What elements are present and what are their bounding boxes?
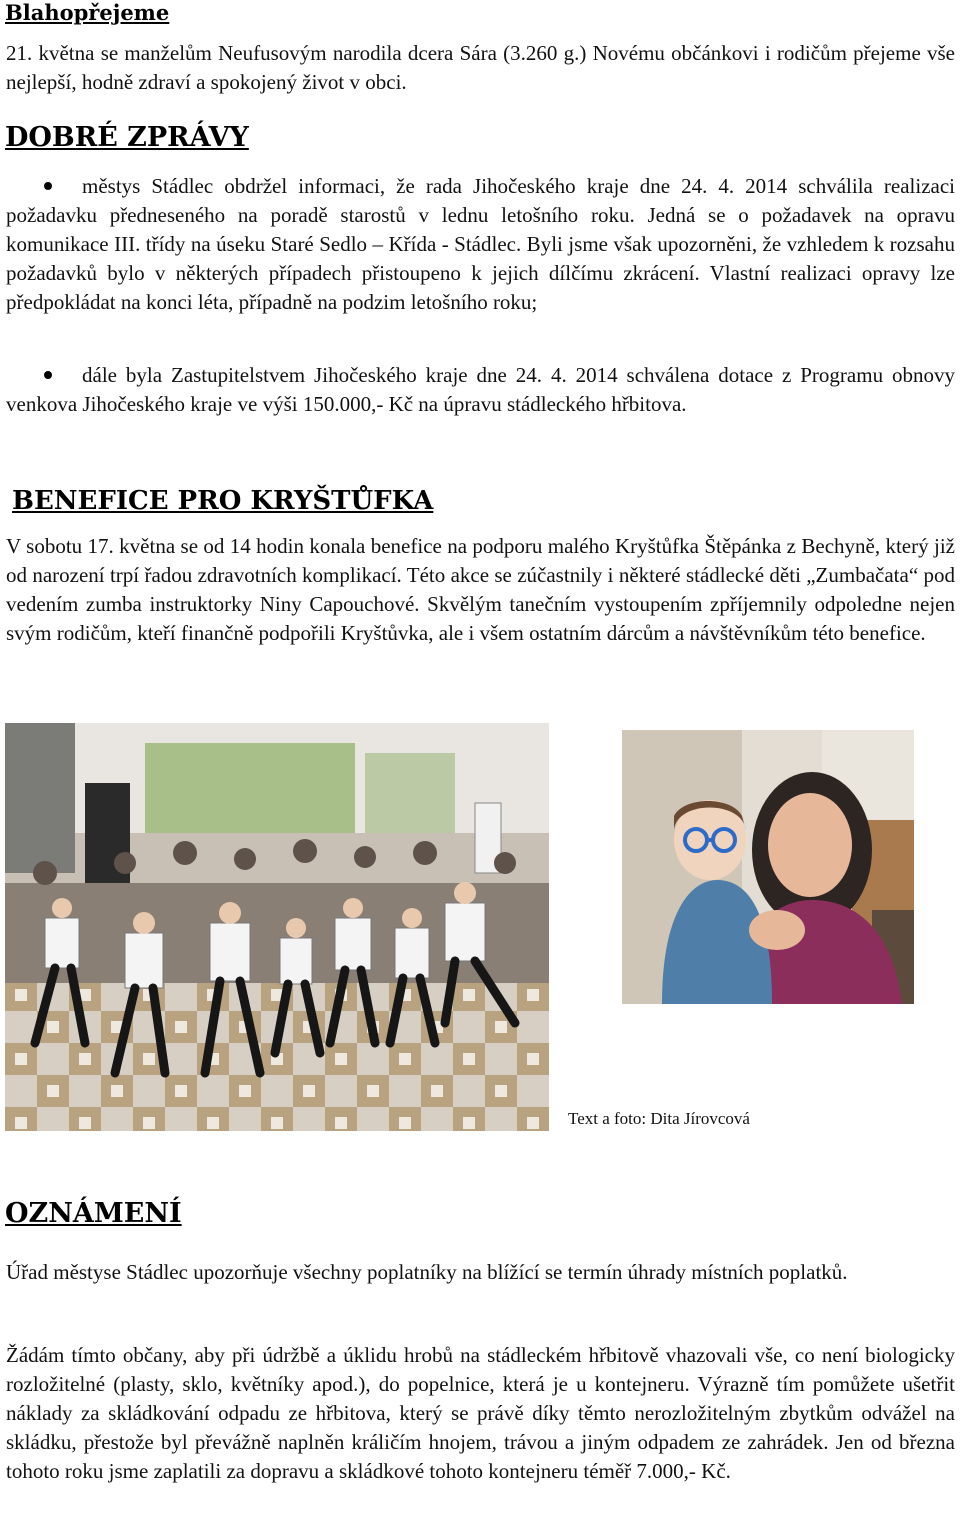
- benefit-text: V sobotu 17. května se od 14 hodin konala benefice na podporu malého Kryštůfka Štěpánka z Bechyně, který již od narození trpí řadou zdravotních komplikací. Této akce se zúčastnily i některé stádlecké děti „Zumbačata“ pod vedením zumba instruktorky Niny Capouchové. Skvělým tanečním vystoupením zpříjemnily odpoledne nejen svým rodičům, kteří finančně podpořili Kryštůvka, ale i všem ostatním dárcům a návštěvníkům této benefice.: [6, 534, 955, 645]
- announcement-heading: OZNÁMENÍ: [5, 1198, 182, 1229]
- bullet-text: dále byla Zastupitelstvem Jihočeského kraje dne 24. 4. 2014 schválena dotace z Programu obnovy venkova Jihočeského kraje ve výši 150.000,- Kč na úpravu stádleckého hřbitova.: [6, 363, 955, 416]
- announcement-paragraph-1: Úřad městyse Stádlec upozorňuje všechny poplatníky na blížící se termín úhrady místních poplatků.: [6, 1260, 848, 1284]
- dance-photo: [5, 723, 549, 1131]
- congrats-heading: Blahopřejeme: [5, 0, 170, 25]
- bullet-text: městys Stádlec obdržel informaci, že rada Jihočeského kraje dne 24. 4. 2014 schválila realizaci požadavku předneseného na poradě starostů v lednu letošního roku. Jedná se o požadavek na opravu komunikace III. třídy na úseku Staré Sedlo – Křída - Stádlec. Byli jsme však upozorněni, že vzhledem k rozsahu požadavků bylo v některých případech přistoupeno k jejich dílčímu zkrácení. Vlastní realizaci opravy lze předpokládat na konci léta, případně na podzim letošního roku;: [6, 174, 955, 314]
- bullet-icon: [44, 371, 52, 379]
- good-news-bullet-2: [6, 361, 955, 419]
- photo-caption: Text a foto: Dita Jírovcová: [568, 1109, 750, 1128]
- good-news-heading: DOBRÉ ZPRÁVY: [5, 122, 249, 153]
- benefit-heading: BENEFICE PRO KRYŠTŮFKA: [12, 486, 434, 516]
- congrats-text: 21. května se manželům Neufusovým narodila dcera Sára (3.260 g.) Novému občánkovi i rodičům přejeme vše nejlepší, hodně zdraví a spokojený život v obci.: [6, 41, 955, 94]
- portrait-photo: [622, 730, 914, 1004]
- good-news-bullet-1: [6, 172, 955, 317]
- bullet-icon: [44, 182, 52, 190]
- announcement-paragraph-2: Žádám tímto občany, aby při údržbě a úklidu hrobů na stádleckém hřbitově vhazovali vše, co není biologicky rozložitelné (plasty, sklo, květníky apod.), do popelnice, která je u kontejneru. Výrazně tím pomůžete ušetřit náklady za skládkování odpadu ze hřbitova, který se právě díky těmto nerozložitelným zbytkům odvážel na skládku, přestože byl převážně naplněn králičím hnojem, trávou a jiným odpadem ze zahrádek. Jen od března tohoto roku jsme zaplatili za dopravu a skládkové tohoto kontejneru téměř 7.000,- Kč.: [6, 1343, 955, 1483]
